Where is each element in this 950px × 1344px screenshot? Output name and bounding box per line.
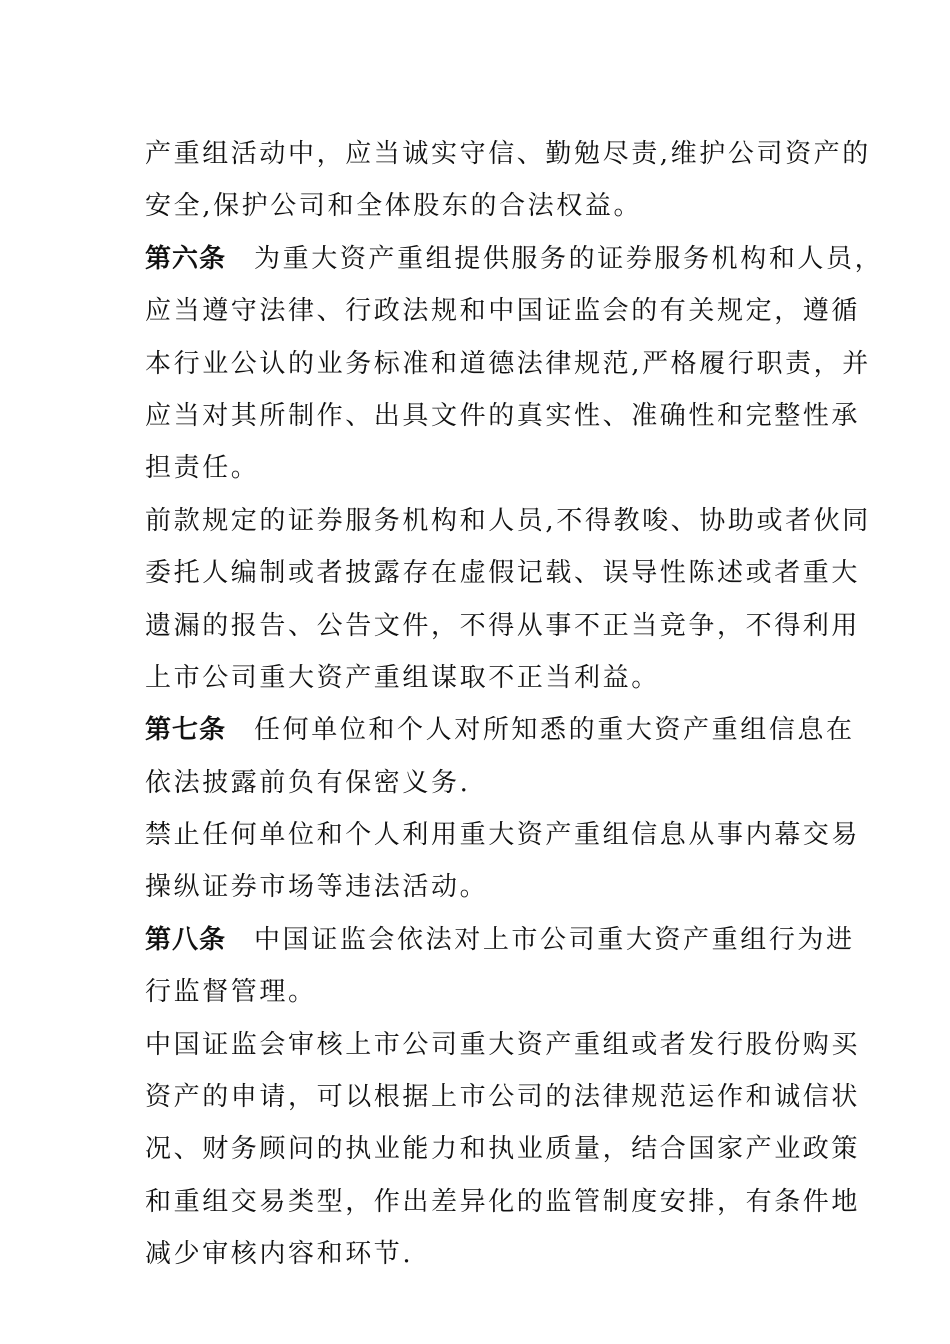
line-text: 行监督管理。 [145, 977, 317, 1008]
text-line [145, 1123, 861, 1175]
document-body [145, 128, 884, 1281]
text-line [145, 652, 815, 704]
line-text: 安全,保护公司和全体股东的合法权益。 [145, 191, 643, 222]
text-line [145, 442, 815, 494]
line-text: 本行业公认的业务标准和道德法律规范,严格履行职责，并 [145, 348, 871, 379]
line-text: 中国证监会审核上市公司重大资产重组或者发行股份购买 [145, 1029, 861, 1060]
article-number: 第六条 [145, 243, 227, 274]
line-text: 遗漏的报告、公告文件，不得从事不正当竞争，不得利用 [145, 610, 861, 641]
text-line [145, 861, 815, 913]
text-line [145, 547, 861, 599]
line-text: 担责任。 [145, 453, 260, 484]
text-line [145, 338, 871, 390]
line-text: 产重组活动中，应当诚实守信、勤勉尽责,维护公司资产的 [145, 139, 871, 169]
text-line [145, 495, 871, 547]
article-six-line [145, 233, 884, 285]
text-line [145, 180, 815, 232]
text-line [145, 1019, 861, 1071]
article-eight-line [145, 914, 855, 966]
line-text: 前款规定的证券服务机构和人员,不得教唆、协助或者伙同 [145, 505, 871, 536]
line-text: 禁止任何单位和个人利用重大资产重组信息从事内幕交易 [145, 820, 861, 851]
line-text: 依法披露前负有保密义务. [145, 767, 471, 798]
article-number: 第八条 [145, 924, 227, 955]
text-line [145, 128, 871, 180]
line-text: 为重大资产重组提供服务的证券服务机构和人员， [254, 243, 884, 274]
line-text: 和重组交易类型，作出差异化的监管制度安排，有条件地 [145, 1186, 861, 1217]
line-text: 应当遵守法律、行政法规和中国证监会的有关规定，遵循 [145, 296, 861, 327]
line-text: 中国证监会依法对上市公司重大资产重组行为进 [254, 924, 855, 955]
line-text: 应当对其所制作、出具文件的真实性、准确性和完整性承 [145, 400, 861, 431]
text-line [145, 1071, 861, 1123]
article-seven-line [145, 704, 855, 756]
text-line [145, 1228, 815, 1280]
text-line [145, 600, 861, 652]
line-text: 任何单位和个人对所知悉的重大资产重组信息在 [254, 715, 855, 746]
text-line [145, 809, 861, 861]
text-line [145, 757, 815, 809]
text-line [145, 285, 861, 337]
line-text: 操纵证券市场等违法活动。 [145, 872, 489, 903]
text-line [145, 966, 815, 1018]
line-text: 减少审核内容和环节. [145, 1239, 414, 1270]
text-line [145, 390, 861, 442]
line-text: 委托人编制或者披露存在虚假记载、误导性陈述或者重大 [145, 558, 861, 589]
text-line [145, 1176, 861, 1228]
line-text: 上市公司重大资产重组谋取不正当利益。 [145, 662, 660, 693]
line-text: 况、财务顾问的执业能力和执业质量，结合国家产业政策 [145, 1134, 861, 1165]
article-number: 第七条 [145, 715, 227, 746]
line-text: 资产的申请，可以根据上市公司的法律规范运作和诚信状 [145, 1082, 861, 1113]
